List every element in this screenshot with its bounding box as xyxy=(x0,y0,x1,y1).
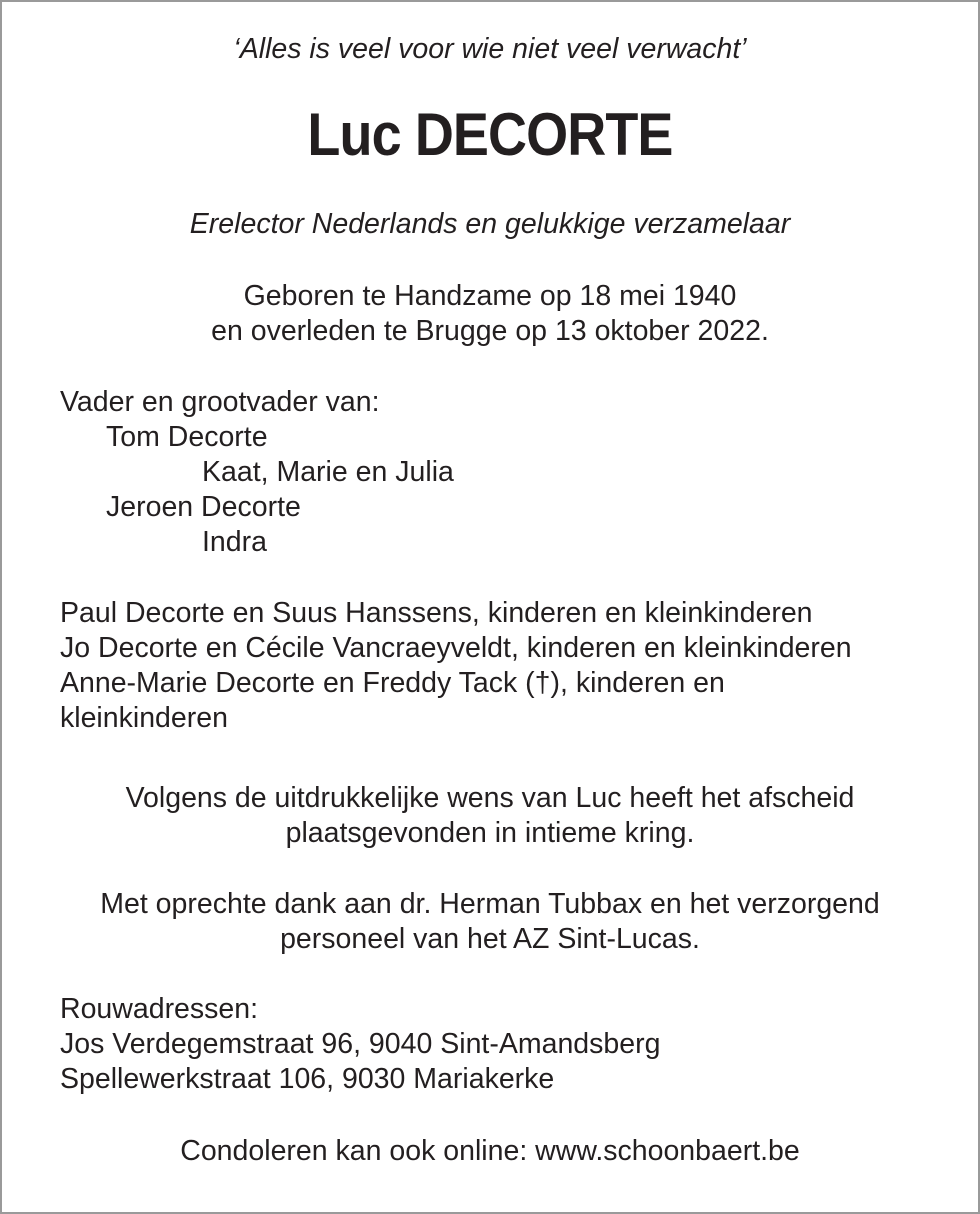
condolences-line: Condoleren kan ook online: www.schoonbaert.be xyxy=(180,1135,800,1167)
addresses-label: Rouwadressen: xyxy=(60,993,259,1025)
child-name: Jeroen Decorte xyxy=(106,491,301,523)
thanks-line: personeel van het AZ Sint-Lucas. xyxy=(280,923,700,955)
motto: ‘Alles is veel voor wie niet veel verwacht’ xyxy=(233,33,747,65)
birth-line: Geboren te Handzame op 18 mei 1940 xyxy=(243,280,737,312)
sibling-line: Paul Decorte en Suus Hanssens, kinderen en kleinkinderen xyxy=(60,597,813,629)
address-line: Jos Verdegemstraat 96, 9040 Sint-Amandsberg xyxy=(60,1028,661,1060)
sibling-line: kleinkinderen xyxy=(60,702,228,734)
death-line: en overleden te Brugge op 13 oktober 2022. xyxy=(211,315,769,347)
address-line: Spellewerkstraat 106, 9030 Mariakerke xyxy=(60,1063,555,1095)
farewell-line: Volgens de uitdrukkelijke wens van Luc heeft het afscheid xyxy=(125,782,855,814)
thanks-line: Met oprechte dank aan dr. Herman Tubbax en het verzorgend xyxy=(100,888,880,920)
family-intro: Vader en grootvader van: xyxy=(60,386,380,418)
grandchildren-names: Kaat, Marie en Julia xyxy=(202,456,454,488)
deceased-name: Luc DECORTE xyxy=(307,101,673,168)
child-name: Tom Decorte xyxy=(106,421,268,453)
sibling-line: Jo Decorte en Cécile Vancraeyveldt, kinderen en kleinkinderen xyxy=(60,632,852,664)
farewell-line: plaatsgevonden in intieme kring. xyxy=(285,817,695,849)
deceased-title: Erelector Nederlands en gelukkige verzamelaar xyxy=(189,208,791,240)
sibling-line: Anne-Marie Decorte en Freddy Tack (†), kinderen en xyxy=(60,667,725,699)
grandchildren-names: Indra xyxy=(202,526,267,558)
